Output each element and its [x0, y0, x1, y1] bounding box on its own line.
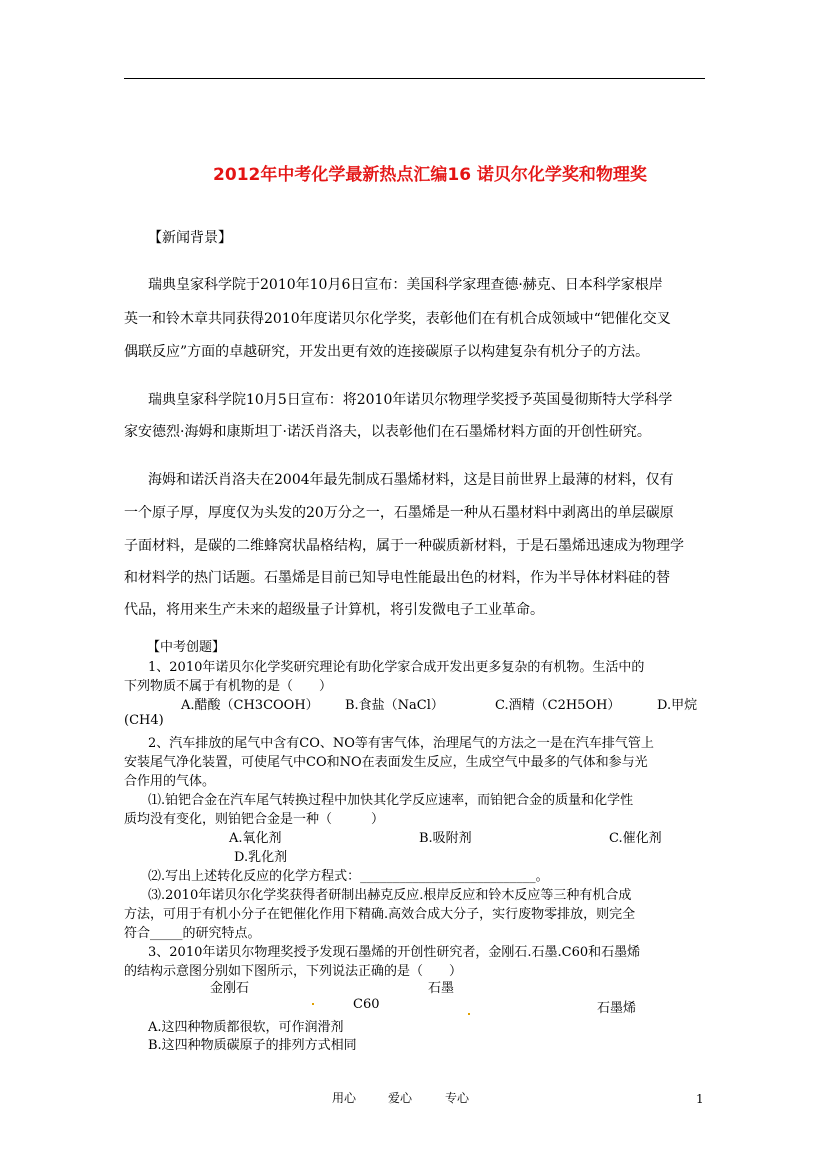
subquestion-line: 符合_____的研究特点。	[124, 926, 261, 941]
option-c: C.酒精（C2H5OH）	[495, 698, 621, 713]
figure-label-c60: C60	[353, 997, 380, 1012]
option-a: A.氧化剂	[229, 831, 282, 846]
news-heading: 【新闻背景】	[148, 230, 232, 246]
figure-speck	[312, 1003, 314, 1005]
footer-motto-3: 专心	[445, 1091, 470, 1105]
paragraph-line: 代品，将用来生产未来的超级量子计算机，将引发微电子工业革命。	[124, 602, 544, 618]
paragraph-line: 家安德烈·海姆和康斯坦丁·诺沃肖洛夫，以表彰他们在石墨烯材料方面的开创性研究。	[124, 424, 651, 440]
figure-label-graphite: 石墨	[428, 981, 455, 996]
paragraph-line: 和材料学的热门话题。石墨烯是目前已知导电性能最出色的材料，作为半导体材料硅的替	[124, 570, 670, 586]
subquestion-line: ⑶.2010年诺贝尔化学奖获得者研制出赫克反应.根岸反应和铃木反应等三种有机合成	[148, 888, 632, 903]
question-line: 下列物质不属于有机物的是（ ）	[124, 679, 333, 694]
subquestion-line: 方法，可用于有机小分子在钯催化作用下精确.高效合成大分子，实行废物零排放，则完全	[124, 907, 636, 922]
footer-motto-1: 用心	[332, 1091, 357, 1105]
paragraph-line: 子面材料，是碳的二维蜂窝状晶格结构，属于一种碳质新材料，于是石墨烯迅速成为物理学	[124, 538, 684, 554]
question-line: 1、2010年诺贝尔化学奖研究理论有助化学家合成开发出更多复杂的有机物。生活中的	[148, 660, 645, 675]
option-d-continuation: (CH4)	[124, 713, 164, 728]
option-d: D.乳化剂	[234, 850, 288, 865]
footer-motto-2: 爱心	[388, 1091, 413, 1105]
subquestion-line: ⑴.铂钯合金在汽车尾气转换过程中加快其化学反应速率，而铂钯合金的质量和化学性	[148, 793, 634, 808]
option-a: A.醋酸（CH3COOH）	[181, 698, 319, 713]
header-rule	[124, 78, 705, 79]
paragraph-line: 一个原子厚，厚度仅为头发的20万分之一，石墨烯是一种从石墨材料中剥离出的单层碳原	[124, 505, 674, 521]
document-title: 2012年中考化学最新热点汇编16 诺贝尔化学奖和物理奖	[213, 165, 647, 185]
figure-label-graphene: 石墨烯	[597, 1001, 637, 1016]
question-line: 合作用的气体。	[124, 774, 216, 789]
option-d: D.甲烷	[657, 698, 698, 713]
paragraph-line: 英一和铃木章共同获得2010年度诺贝尔化学奖，表彰他们在有机合成领域中“钯催化交叉	[124, 311, 671, 327]
subquestion-line: ⑵.写出上述转化反应的化学方程式：___________________________。	[148, 869, 549, 884]
option-b: B.这四种物质碳原子的排列方式相同	[148, 1038, 357, 1053]
option-c: C.催化剂	[609, 831, 662, 846]
figure-speck	[468, 1013, 470, 1015]
option-a: A.这四种物质都很软，可作润滑剂	[148, 1020, 344, 1035]
option-b: B.吸附剂	[419, 831, 472, 846]
question-line: 2、汽车排放的尾气中含有CO、NO等有害气体，治理尾气的方法之一是在汽车排气管上	[148, 736, 654, 751]
question-line: 的结构示意图分别如下图所示，下列说法正确的是（ ）	[124, 964, 463, 979]
exam-heading: 【中考创题】	[147, 640, 226, 655]
paragraph-line: 偶联反应”方面的卓越研究，开发出更有效的连接碳原子以构建复杂有机分子的方法。	[124, 344, 650, 360]
paragraph-line: 海姆和诺沃肖洛夫在2004年最先制成石墨烯材料，这是目前世界上最薄的材料，仅有	[148, 472, 674, 488]
paragraph-line: 瑞典皇家科学院10月5日宣布：将2010年诺贝尔物理学奖授予英国曼彻斯特大学科学	[148, 392, 673, 408]
option-b: B.食盐（NaCl）	[345, 698, 444, 713]
subquestion-line: 质均没有变化，则铂钯合金是一种（ ）	[124, 812, 385, 827]
question-line: 3、2010年诺贝尔物理奖授予发现石墨烯的开创性研究者，金刚石.石墨.C60和石墨烯	[148, 945, 641, 960]
page-number: 1	[696, 1092, 704, 1106]
question-line: 安装尾气净化装置，可使尾气中CO和NO在表面发生反应，生成空气中最多的气体和参与光	[124, 755, 648, 770]
figure-label-diamond: 金刚石	[210, 981, 250, 996]
paragraph-line: 瑞典皇家科学院于2010年10月6日宣布：美国科学家理查德·赫克、日本科学家根岸	[148, 277, 663, 293]
